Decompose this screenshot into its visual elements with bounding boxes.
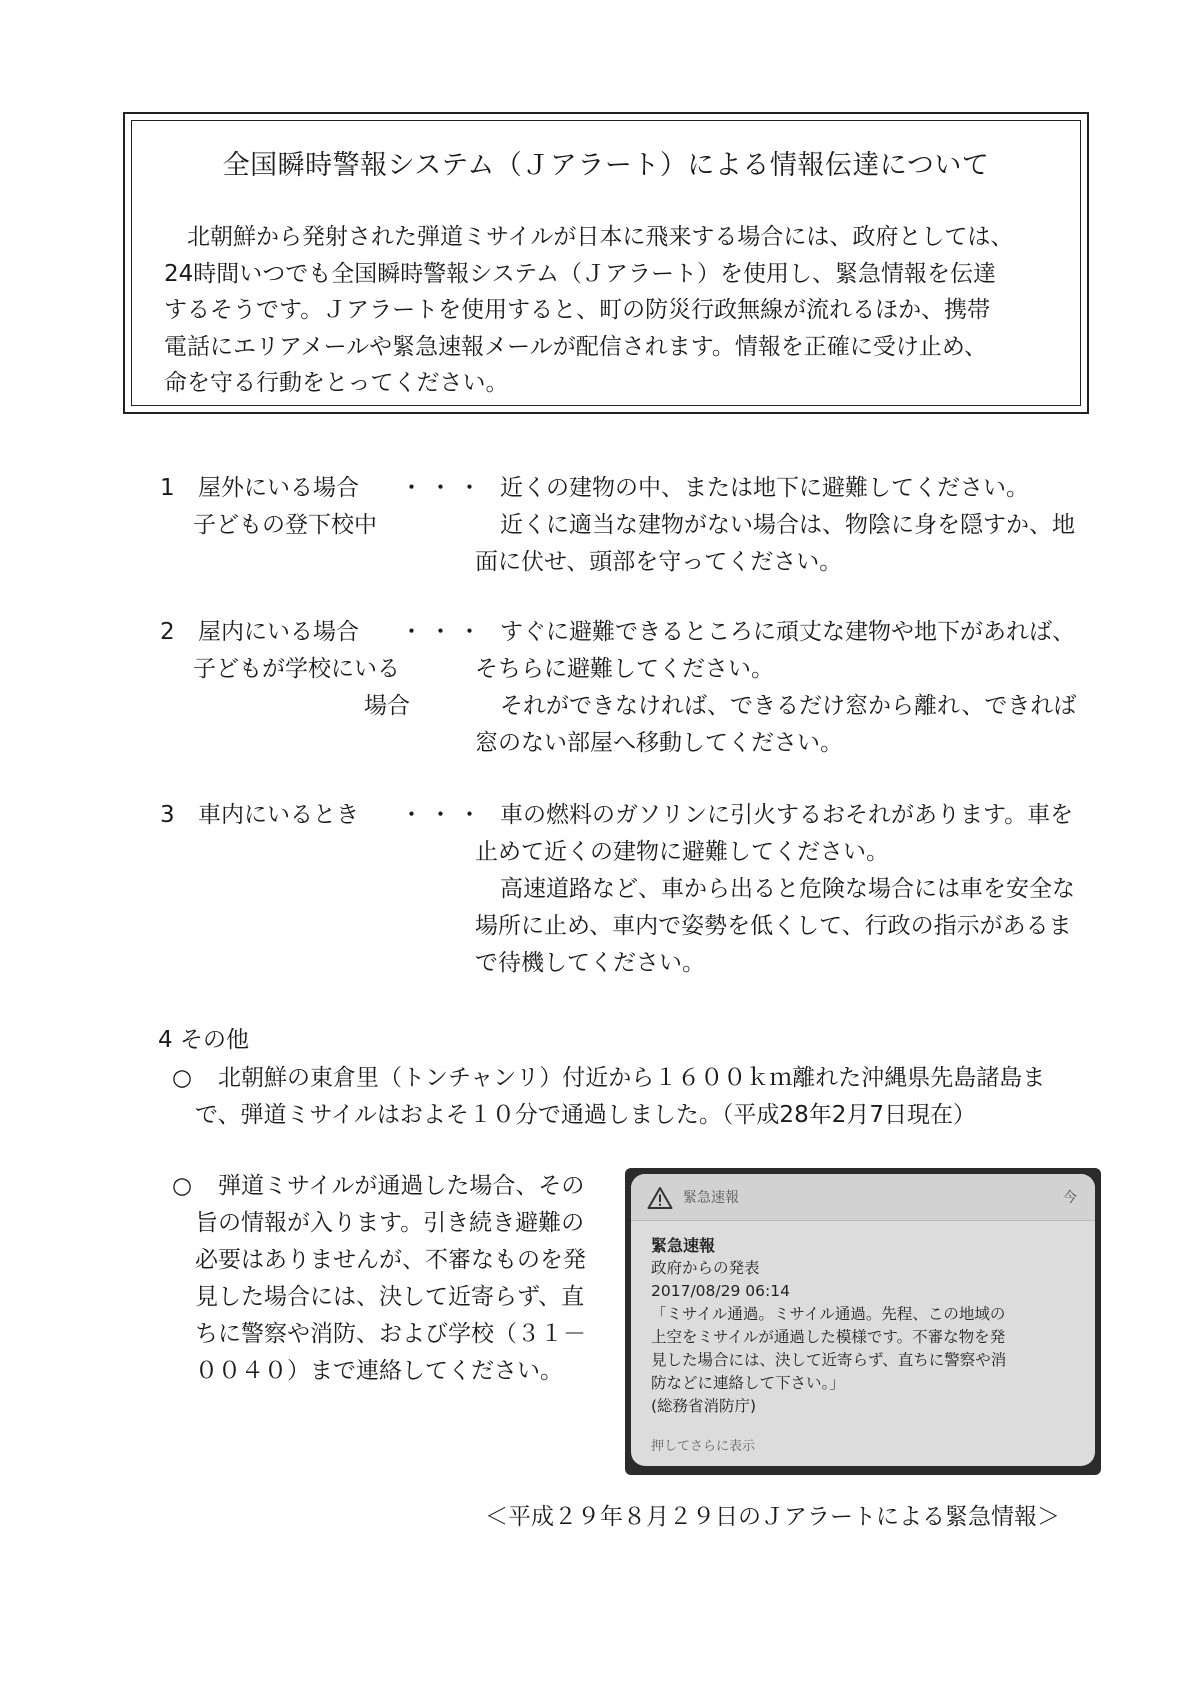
bullet-mark: ○ [172,1065,193,1091]
item-sublabel: 子どもが学校にいる [193,656,400,682]
item-text-line: すぐに避難できるところに頑丈な建物や地下があれば、 [500,619,1075,645]
item-dots: ・・・ [400,475,487,501]
item-text-line: で待機してください。 [475,950,705,976]
item-text-line: 車の燃料のガソリンに引火するおそれがあります。車を [500,802,1074,828]
header-body [164,219,1050,402]
item-text-line: 近くに適当な建物がない場合は、物陰に身を隠すか、地 [500,512,1075,538]
item-text-line: 場所に止め、車内で姿勢を低くして、行政の指示があるま [475,913,1072,939]
bullet2-line: 見した場合には、決して近寄らず、直 [195,1284,585,1310]
alert-message-line: 「ミサイル通過。ミサイル通過。先程、この地域の [651,1305,1006,1323]
bullet2-line: 必要はありませんが、不審なものを発 [195,1247,586,1273]
item-label: 車内にいるとき [198,802,359,828]
item-text-line: 窓のない部屋へ移動してください。 [475,730,843,756]
bullet1-line: で、弾道ミサイルはおよそ１０分で通過しました。（平成28年2月7日現在） [195,1102,976,1128]
item-label: 屋内にいる場合 [198,619,359,645]
bullet1-line: 北朝鮮の東倉里（トンチャンリ）付近から１６００ｋｍ離れた沖縄県先島諸島ま [218,1065,1046,1091]
item-text-line: 止めて近くの建物に避難してください。 [475,839,889,865]
alert-app-name: 緊急速報 [683,1190,739,1206]
item-text-line: そちらに避難してください。 [475,656,774,682]
item-number: 2 [160,619,175,645]
bullet2-line: ００４０）まで連絡してください。 [195,1358,563,1384]
image-caption: ＜平成２９年８月２９日のＪアラートによる緊急情報＞ [485,1504,1060,1530]
item-text-line: 近くの建物の中、または地下に避難してください。 [500,475,1029,501]
item-sublabel-cont: 場合 [364,693,410,719]
bullet-mark: ○ [172,1173,193,1199]
item-text-line: それができなければ、できるだけ窓から離れ、できれば [500,693,1077,719]
item-dots: ・・・ [400,802,487,828]
emergency-alert-screenshot [625,1168,1101,1475]
warning-triangle-icon [647,1186,673,1210]
item-text-line: 高速道路など、車から出ると危険な場合には車を安全な [500,876,1075,902]
item-sublabel: 子どもの登下校中 [193,512,377,538]
header-body-line: するそうです。Ｊアラートを使用すると、町の防災行政無線が流れるほか、携帯 [164,297,991,323]
header-body-line: 北朝鮮から発射された弾道ミサイルが日本に飛来する場合には、政府としては、 [164,224,1014,250]
alert-datetime: 2017/08/29 06:14 [651,1282,790,1300]
alert-time: 今 [1063,1190,1077,1206]
bullet2-line: ちに警察や消防、および学校（３１－ [195,1321,586,1347]
header-box [123,112,1089,414]
alert-body [651,1234,1081,1418]
alert-message-line: 見した場合には、決して近寄らず、直ちに警察や消 [651,1351,1007,1369]
alert-message-line: 防などに連絡して下さい。」 [651,1374,845,1392]
alert-message-line: 上空をミサイルが通過した模様です。不審な物を発 [651,1328,1006,1346]
alert-header [631,1174,1095,1221]
item-label: 屋外にいる場合 [198,475,359,501]
header-body-line: 24時間いつでも全国瞬時警報システム（Ｊアラート）を使用し、緊急情報を伝達 [164,260,996,287]
alert-screen [631,1174,1095,1466]
alert-source: 政府からの発表 [651,1259,760,1277]
document-title: 全国瞬時警報システム（Ｊアラート）による情報伝達について [222,150,990,181]
item-dots: ・・・ [400,619,487,645]
alert-agency: (総務省消防庁) [651,1397,757,1415]
header-body-line: 命を守る行動をとってください。 [164,370,509,396]
alert-show-more: 押してさらに表示 [651,1439,756,1454]
header-inner-border [131,120,1081,406]
bullet2-line: 弾道ミサイルが通過した場合、その [218,1173,585,1199]
item-number: 3 [160,802,175,828]
item-text-line: 面に伏せ、頭部を守ってください。 [475,549,843,575]
other-heading: 4 その他 [158,1027,249,1053]
item-number: 1 [160,475,175,501]
alert-title: 緊急速報 [651,1236,716,1255]
bullet2-line: 旨の情報が入ります。引き続き避難の [195,1210,585,1236]
header-body-line: 電話にエリアメールや緊急速報メールが配信されます。情報を正確に受け止め、 [164,333,987,360]
